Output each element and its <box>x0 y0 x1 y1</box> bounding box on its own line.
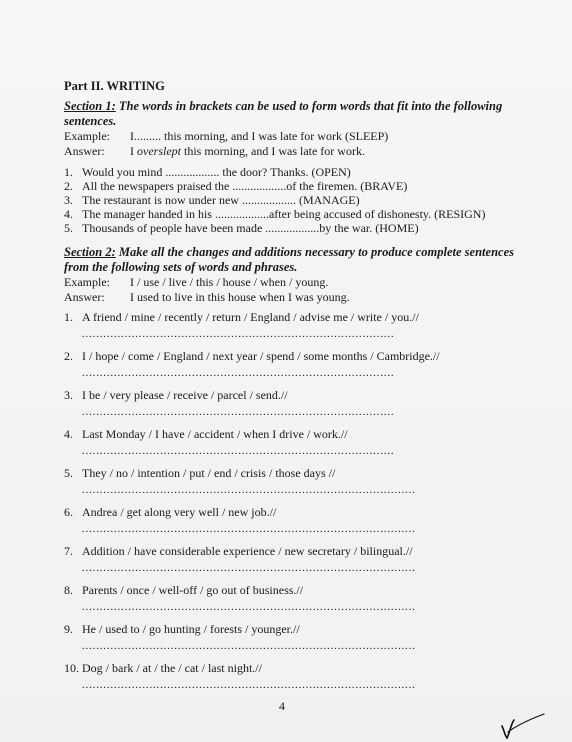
section2-questions <box>64 310 514 700</box>
question-text: He / used to / go hunting / forests / younger.// <box>82 622 300 636</box>
question-number: 4. <box>64 427 73 441</box>
question-text: They / no / intention / put / end / crisis / those days // <box>82 466 336 480</box>
answer-line[interactable]: .............................................................................................. <box>82 484 416 496</box>
question <box>64 661 514 700</box>
item-number: 4. <box>64 207 73 221</box>
section1-answer <box>64 144 514 159</box>
question-text: I be / very please / receive / parcel / send.// <box>82 388 288 402</box>
question-text: Last Monday / I have / accident / when I drive / work.// <box>82 427 348 441</box>
question-number: 8. <box>64 583 73 597</box>
section1-item <box>64 221 514 235</box>
question <box>64 544 514 583</box>
item-number: 3. <box>64 193 73 207</box>
section1-item <box>64 165 514 179</box>
answer-emphasis: overslept <box>137 143 181 158</box>
example-label: Example: <box>64 275 110 289</box>
section2 <box>64 245 514 700</box>
question-text: I / hope / come / England / next year / spend / some months / Cambridge.// <box>82 349 440 363</box>
question <box>64 349 514 388</box>
question <box>64 310 514 349</box>
question-number: 3. <box>64 388 73 402</box>
section1-items <box>64 165 514 235</box>
section1-item <box>64 207 514 221</box>
question-text: Addition / have considerable experience / new secretary / bilingual.// <box>82 544 413 558</box>
page-number: 4 <box>279 699 285 713</box>
section2-heading <box>64 245 514 275</box>
question-text: Dog / bark / at / the / cat / last night.// <box>82 661 262 675</box>
question <box>64 505 514 544</box>
answer-text: I used to live in this house when I was young. <box>130 289 350 304</box>
answer-line[interactable]: ........................................................................................ <box>82 445 395 457</box>
question-number: 2. <box>64 349 73 363</box>
question-number: 10. <box>64 661 79 675</box>
section2-example <box>64 275 514 290</box>
answer-text-post: this morning, and I was late for work. <box>181 143 365 158</box>
item-text: Thousands of people have been made ..................by the war. (HOME) <box>82 221 419 235</box>
question <box>64 583 514 622</box>
answer-line[interactable]: .............................................................................................. <box>82 562 416 574</box>
answer-label: Answer: <box>64 143 105 158</box>
question <box>64 466 514 505</box>
example-label: Example: <box>64 129 110 143</box>
answer-line[interactable]: .............................................................................................. <box>82 523 416 535</box>
answer-line[interactable]: .............................................................................................. <box>82 601 416 613</box>
section2-label: Section 2: <box>64 245 116 259</box>
section1-instruction: The words in brackets can be used to form words that fit into the following sentences. <box>64 99 503 128</box>
question-text: Andrea / get along very well / new job.// <box>82 505 277 519</box>
question-number: 7. <box>64 544 73 558</box>
example-text: I / use / live / this / house / when / young. <box>130 275 329 289</box>
part-title: Part II. WRITING <box>64 79 165 93</box>
answer-line[interactable]: .............................................................................................. <box>82 679 416 691</box>
item-number: 2. <box>64 179 73 193</box>
question-number: 9. <box>64 622 73 636</box>
section1-example <box>64 129 514 144</box>
question <box>64 388 514 427</box>
question-number: 5. <box>64 466 73 480</box>
answer-text-pre: I <box>130 143 137 158</box>
worksheet-content <box>64 79 514 700</box>
section1-label: Section 1: <box>64 99 116 113</box>
example-text: I......... this morning, and I was late for work (SLEEP) <box>130 129 389 143</box>
item-text: The manager handed in his ..................after being accused of dishonesty. (RESIGN) <box>82 207 486 221</box>
section2-answer <box>64 290 514 305</box>
item-number: 5. <box>64 221 73 235</box>
question <box>64 427 514 466</box>
answer-line[interactable]: ........................................................................................ <box>82 328 395 340</box>
section2-instruction: Make all the changes and additions necessary to produce complete sentences from the following sets of words and phrases. <box>64 245 514 274</box>
answer-line[interactable]: .............................................................................................. <box>82 640 416 652</box>
answer-line[interactable]: ........................................................................................ <box>82 406 395 418</box>
item-number: 1. <box>64 165 73 179</box>
item-text: The restaurant is now under new .................. (MANAGE) <box>82 193 360 207</box>
question-number: 1. <box>64 310 73 324</box>
section1-item <box>64 193 514 207</box>
answer-line[interactable]: ........................................................................................ <box>82 367 395 379</box>
question-text: A friend / mine / recently / return / England / advise me / write / you.// <box>82 310 419 324</box>
item-text: Would you mind .................. the door? Thanks. (OPEN) <box>82 165 351 179</box>
question <box>64 622 514 661</box>
question-text: Parents / once / well-off / go out of business.// <box>82 583 304 597</box>
section1-item <box>64 179 514 193</box>
item-text: All the newspapers praised the ..................of the firemen. (BRAVE) <box>82 179 408 193</box>
question-number: 6. <box>64 505 73 519</box>
answer-label: Answer: <box>64 289 105 304</box>
signature-mark <box>498 712 548 740</box>
section1-heading <box>64 99 514 129</box>
